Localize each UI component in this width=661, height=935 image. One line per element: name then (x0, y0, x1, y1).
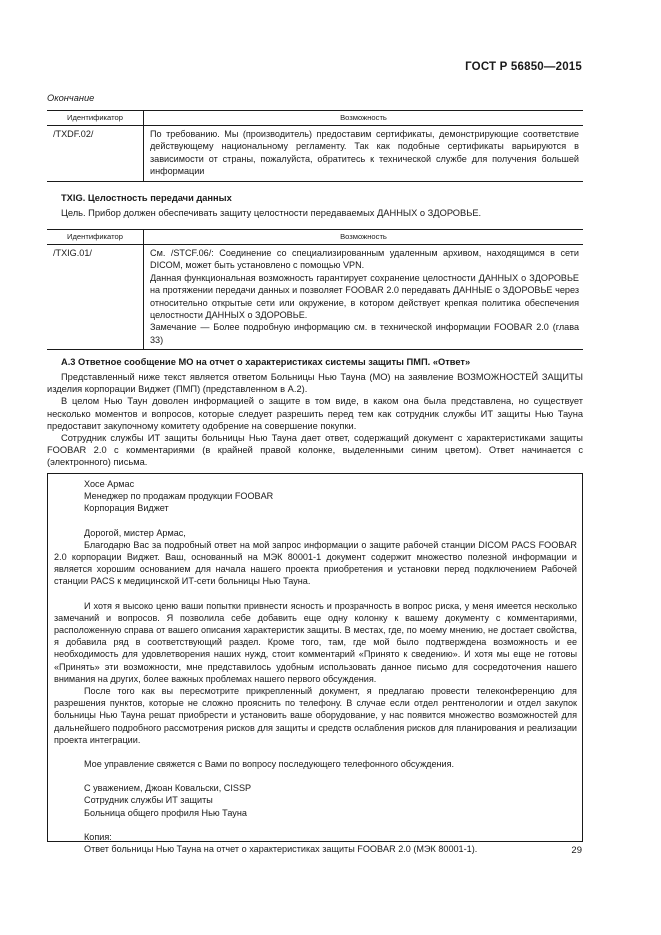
letter-paragraph: Благодарю Вас за подробный ответ на мой запрос информации о защите рабочей станции DICOM PACS FOOBAR 2.0 корпорации Виджет. Ваш, основанный на МЭК 80001-1 документ содержит множество полезной информации и является хорошим основанием для начала нашего проекта приобретения и установки перед подключением Рабочей станции PACS к медицинской ИТ-сети больницы Нью Тауна. (54, 539, 577, 587)
section-goal-txig: Цель. Прибор должен обеспечивать защиту целостности передаваемых ДАННЫХ о ЗДОРОВЬЕ. (61, 208, 482, 218)
email-letter-body (54, 478, 577, 855)
row-identifier: /TXIG.01/ (47, 245, 144, 350)
recipient-name: Хосе Армас (84, 479, 135, 489)
section-title-txig: TXIG. Целостность передачи данных (61, 193, 232, 203)
row-capability (144, 245, 584, 350)
body-paragraph: Сотрудник службы ИТ защиты больницы Нью Тауна дает ответ, содержащий документ с характеристиками защиты FOOBAR 2.0 с комментариями (в крайней правой колонке, выделенными синим цветом). Ответ начинается с (электронного) письма. (47, 433, 583, 468)
body-paragraph: В целом Нью Таун доволен информацией о защите в том виде, в каком она была представлена, но существует несколько моментов и вопросов, которые следует разрешить перед тем как сотрудник службы ИТ защиты Нью Тауна предоставит закупочному комитету одобрение на совершение покупки. (47, 396, 583, 431)
table-continuation-caption: Окончание (47, 93, 95, 103)
row-capability: По требованию. Мы (производитель) предоставим сертификаты, демонстрирующие соответствие действующему национальному регламенту. Так как подобные сертификаты варьируются в зависимости от страны, пожалуйста, обратитесь к технической службе для получения большей информации (150, 129, 579, 177)
signatory-title: Сотрудник службы ИТ защиты (84, 795, 213, 806)
column-header-identifier: Идентификатор (47, 111, 144, 126)
row-identifier: /TXDF.02/ (47, 126, 144, 182)
page-number: 29 (571, 845, 582, 856)
letter-paragraph: После того как вы пересмотрите прикрепленный документ, я предлагаю провести телеконференцию для разрешения пунктов, которые не сложно прояснить по телефону. В случае если отдел рентгенологии и отдел закупок больницы Нью Тауна решат приобрести и установить ваше оборудование, у нас появится множество возможностей для дальнейшего подробного рассмотрения рисков для защиты и средств ослабления рисков для планирования и реализации проекта интеграции. (54, 686, 577, 745)
letter-paragraph: И хотя я высоко ценю ваши попытки привнести ясность и прозрачность в вопрос риска, у меня имеется несколько замечаний и вопросов. Я позволила себе добавить еще одну колонку к вашему документу с комментариями, расположенную справа от вашего описания характеристик защиты. В местах, где, по моему мнению, не достает свойства, я добавила ряд в соответствующий раздел. Кроме того, там, где мой было подтверждена возможность и ее необходимость для удовлетворения наших нужд, стоит комментарий «Принято к сведению». И хотя мы еще не готовы «Принять» эти возможности, мне представилось удобным использовать данное письмо для сосредоточения нашего внимания на других, более важных проблемах нашего первого обсуждения. (54, 600, 577, 684)
letter-closing: С уважением, Джоан Ковальски, CISSP (84, 783, 252, 794)
recipient-organization: Корпорация Виджет (84, 503, 169, 514)
copy-text: Ответ больницы Нью Тауна на отчет о характеристиках защиты FOOBAR 2.0 (МЭК 80001-1). (84, 844, 478, 855)
body-paragraph: Представленный ниже текст является ответом Больницы Нью Тауна (МО) на заявление ВОЗМОЖНОСТЕЙ ЗАЩИТЫ изделия корпорации Виджет (ПМП) (представленном в А.2). (47, 372, 583, 395)
table-row (47, 126, 583, 182)
recipient-title: Менеджер по продажам продукции FOOBAR (84, 491, 274, 502)
column-header-capability: Возможность (144, 111, 584, 126)
table-header-row (47, 111, 583, 126)
table-row (47, 245, 583, 350)
capability-note: Замечание — Более подробную информацию см. в технической информации FOOBAR 2.0 (глава 33) (150, 322, 579, 345)
column-header-capability: Возможность (144, 230, 584, 245)
capabilities-table-txig (47, 229, 583, 350)
column-header-identifier: Идентификатор (47, 230, 144, 245)
table-header-row (47, 230, 583, 245)
section-a3-body (47, 371, 583, 469)
capability-paragraph: См. /STCF.06/: Соединение со специализированным удаленным архивом, находящимся в сети DICOM, может быть установлено с помощью VPN. (150, 248, 579, 271)
signatory-organization: Больница общего профиля Нью Тауна (84, 807, 247, 818)
letter-greeting: Дорогой, мистер Армас, (84, 527, 186, 538)
capabilities-table-txdf (47, 110, 583, 182)
section-heading-a3: А.3 Ответное сообщение МО на отчет о характеристиках системы защиты ПМП. «Ответ» (61, 357, 471, 367)
letter-paragraph: Мое управление свяжется с Вами по вопросу последующего телефонного обсуждения. (84, 759, 455, 770)
capability-paragraph: Данная функциональная возможность гарантирует сохранение целостности ДАННЫХ о ЗДОРОВЬЕ на протяжении передачи данных и позволяет FOOBAR 2.0 передавать ДАННЫЕ о ЗДОРОВЬЕ через относительно открытые сети или окружение, в котором действует крепкая политика обеспечения целостности ДАННЫХ о ЗДОРОВЬЕ. (150, 272, 579, 321)
copy-label: Копия: (84, 831, 112, 842)
standard-number: ГОСТ Р 56850—2015 (465, 61, 582, 73)
